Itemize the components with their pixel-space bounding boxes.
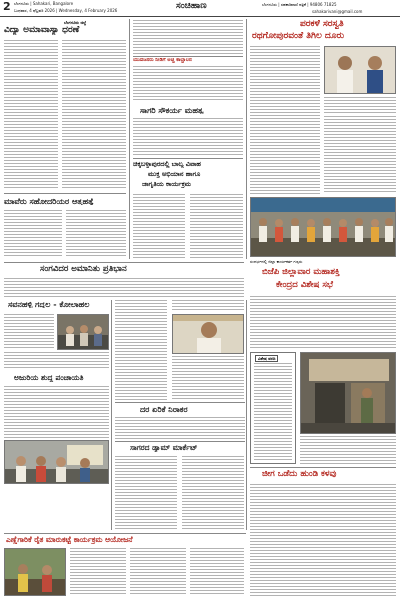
box-tag: ವಿಶೇಷ ವರದಿ [255, 355, 278, 362]
article-text [4, 210, 62, 258]
article-text [115, 417, 245, 439]
news-photo [4, 548, 66, 596]
photo-leaders [325, 47, 396, 94]
headline-center-tag: ಯುವಜನರು ನೀಡಿಗೆ ಅಚ್ಚ ಕಾಲ್ಚಾಲನ [133, 58, 192, 63]
headline-right-top-2: ರಥಗೋಪುರವಂತೆ ತಿಗಿಲ ದೂರು [252, 32, 345, 41]
article-text [133, 194, 185, 258]
article-text [62, 40, 126, 190]
article-text [190, 194, 243, 258]
photo-crowd [58, 315, 109, 350]
article-text [190, 548, 244, 596]
article-text [300, 436, 396, 464]
photo-temple [301, 353, 396, 434]
column-rule [246, 19, 247, 259]
headline-center-1: ಸಾಗರಿ ಸೌಕರ್ಯ ಮಹತ್ವ [140, 106, 204, 114]
photo-caption: ಸಂದರ್ಭದಲ್ಲಿ ಜಿಲ್ಲಾ ಕಾರ್ಯಕರ್ತ ಗಣ್ಯರು [250, 259, 303, 264]
headline-bjp-2: ಕೇಂದ್ರದ ವಿಶೇಷ ಸಭೆ [276, 281, 334, 290]
edition-line: ಬೆಂಗಳೂರು | Sahakari, Bangalore [14, 1, 74, 6]
photo-event [5, 441, 109, 484]
news-photo [4, 440, 109, 484]
newspaper-logo: ಸಂಚಿಹಾಣ [176, 1, 207, 11]
article-text [4, 386, 109, 438]
divider [115, 402, 245, 403]
article-text [254, 363, 292, 461]
photo-portrait [173, 315, 244, 354]
page-number: 2 [3, 0, 11, 13]
headline-center-2a: ಚಿಕ್ಕಬಳ್ಳಾಪುರದಲ್ಲಿ ಬಾಲ್ಯ ವಿವಾಹ [133, 161, 201, 168]
photo-market [5, 549, 66, 596]
headline-bjp-1: ಬಿಜೆಪಿ ಜಿಲ್ಲಾವಾರ ಮಹಾಶಕ್ತಿ [262, 268, 340, 277]
headline-center-2c: ಜಾಗೃತಿಯ ಕಾರ್ಯಕ್ರಮ [142, 181, 191, 188]
article-text [250, 296, 396, 350]
contact-email: sahakarivani@gmail.com [312, 9, 363, 14]
article-text [172, 300, 244, 312]
article-text [172, 356, 244, 400]
divider [133, 158, 243, 159]
headline-center-3: ದರ ಏರಿಕೆ ನಿರಾಕರ [140, 405, 188, 413]
headline-bottom-wide: ಎಣ್ಣೆಗಾರಿಕೆ ರೈತ ಮಾರುಕಟ್ಟೆ ಕಾರ್ಯಕ್ರಮ ಆಯೋಜನೆ [6, 536, 133, 544]
article-text [115, 456, 177, 530]
article-text [115, 300, 167, 400]
divider [115, 441, 245, 442]
news-photo [324, 46, 396, 94]
divider [4, 533, 246, 534]
article-text [4, 314, 54, 350]
article-text [4, 352, 109, 370]
masthead [0, 0, 400, 17]
headline-left-mid: ಮಾವೆರು ಸಹೋದರಿಯರ ಆತ್ಮಹತ್ಯೆ [4, 197, 94, 205]
headline-center-4: ಸಾಗರದ ಡ್ಯಾಮ್ ಮಾರ್ಕೆಟ್ [130, 444, 198, 452]
news-photo [250, 197, 396, 257]
headline-left-top: ವಿದ್ಯಾ ಅಮಾವಾಸ್ಯಾ ಧರಣೆ [4, 26, 80, 35]
date-line: ಬುಧವಾರ, 4 ಫೆಬ್ರವರಿ 2026 | Wednesday, 4 February 2026 [14, 8, 118, 13]
article-text [4, 40, 58, 190]
column-rule [111, 300, 112, 530]
photo-caption-text [324, 97, 396, 113]
article-text [66, 210, 126, 258]
publisher-line: ಬೆಂಗಳೂರು | ಸಹಕಾರಿವಾಣಿ ಪತ್ರಿಕೆ | 94806 71825 [262, 2, 337, 7]
column-rule [246, 300, 247, 530]
article-text [70, 548, 126, 596]
news-photo [300, 352, 396, 434]
article-text [130, 548, 186, 596]
section-tag: ಬೆಂಗಳೂರು ಜಿಲ್ಲೆ [64, 20, 87, 25]
divider [4, 262, 244, 263]
headline-theft: ಜೀಗ ಒಡೆದು ಹುಂಡಿ ಕಳವು [262, 470, 337, 479]
photo-group [251, 198, 396, 257]
divider [250, 467, 396, 468]
article-text [4, 278, 244, 298]
divider [4, 193, 126, 194]
headline-right-top-1: ಪರಕಳೆ ಸರಸ್ವತಿ [300, 20, 344, 29]
column-rule [129, 19, 130, 259]
sidebar-box [250, 352, 296, 464]
headline-wide-mid: ಸಂಗವಿದರ ಅಮಾನಿತು ಪ್ರತಿಭಾನ [40, 265, 127, 274]
article-text [133, 20, 243, 54]
news-photo [172, 314, 244, 354]
article-text [133, 118, 243, 156]
divider [133, 56, 243, 57]
article-text [324, 116, 396, 194]
article-text [250, 484, 396, 596]
article-text [250, 46, 320, 194]
headline-left-small-1: ಸವನಹಳ್ಳಿ ಗದ್ದಲ - ಕೋಲಾಹಲ [8, 300, 90, 308]
article-text [182, 456, 244, 530]
headline-center-2b: ಮುಕ್ತ ಅಭಿಯಾನ ಹಾಗೂ [148, 171, 201, 178]
news-photo [57, 314, 109, 350]
article-text [133, 66, 243, 102]
headline-left-small-2: ಅಜುರಿಯ ಶುದ್ಧ ಪಂಚಾಯತಿ [14, 374, 84, 382]
